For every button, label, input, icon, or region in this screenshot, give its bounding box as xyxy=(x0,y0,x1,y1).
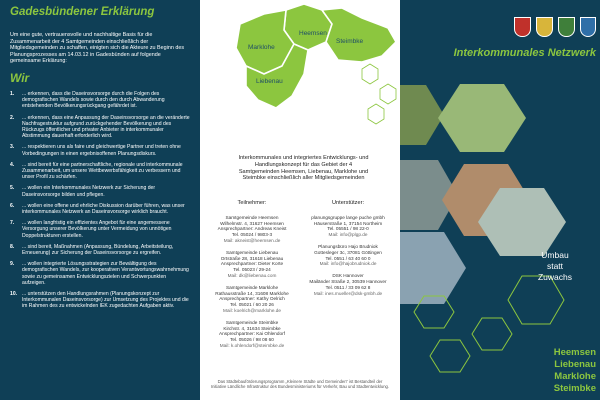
hexagon-icon xyxy=(508,276,564,324)
cover-panel xyxy=(400,0,600,400)
item-text: ... wollen ein Interkommunales Netzwerk zur Sicherung der Daseinsvorsorge bilden und pflegen. xyxy=(22,185,156,198)
participant-phone: Tel. 05024 / 9803-3 xyxy=(231,232,273,238)
participant-phone: Tel. 05026 / 98 08 60 xyxy=(230,337,274,343)
supporter-mail: Mail: info@plgp.de xyxy=(328,232,368,238)
declaration-list xyxy=(10,91,191,310)
supporter-entry xyxy=(302,244,394,267)
hexagon-icon xyxy=(430,340,470,372)
map-label-steimbke: Steimbke xyxy=(336,38,364,45)
item-text: ... sind bereit für eine partnerschaftliche, regionale und interkommunale Zusammenarbeit, um unsere Wettbewerbsfähigkeit zu verbessern und unser Profil zu schärfen. xyxy=(22,161,183,181)
town-list xyxy=(528,347,596,395)
participant-entry xyxy=(206,215,298,244)
participants-heading: Teilnehmer: xyxy=(237,200,267,206)
declaration-item xyxy=(10,91,191,110)
participant-contact: Ansprechpartner: Dieter Korte xyxy=(220,261,284,267)
hexagon-icon xyxy=(380,84,396,104)
region-map xyxy=(200,0,400,150)
wir-heading: Wir xyxy=(10,70,30,85)
map-area-steimbke xyxy=(322,8,396,62)
declaration-item xyxy=(10,261,191,286)
supporter-phone: Tel. 0551 / 63 40 60 0 xyxy=(325,255,371,261)
supporter-address: Häuserstraße 1, 37154 Northeim xyxy=(313,220,383,226)
participant-contact: Ansprechpartner: Kai Ohlendorf xyxy=(219,331,285,337)
declaration-item xyxy=(10,291,191,310)
supporter-phone: Tel. 05551 / 98 22-0 xyxy=(327,226,369,232)
participant-phone: Tel. 05021 / 60 20 26 xyxy=(230,302,274,308)
slogan-line: Zuwachs xyxy=(537,272,572,282)
network-title: Interkommunales Netzwerk xyxy=(453,47,596,59)
item-number: 6. xyxy=(10,202,15,209)
participant-entry xyxy=(206,285,298,314)
item-number: 3. xyxy=(10,144,15,151)
declaration-item xyxy=(10,244,191,256)
slogan-line: statt xyxy=(546,261,564,271)
item-number: 4. xyxy=(10,161,15,168)
declaration-panel xyxy=(0,0,200,400)
participant-phone: Tel. 05023 / 29-24 xyxy=(233,267,271,273)
supporter-name: planungsgruppe lange puche gmbh xyxy=(311,214,385,220)
item-text: ... unterstützen den Handlungsrahmen (Planungskonzept zur Interkommunalen Daseinsvorsorge) zur Umsetzung des Projektes und die im Rahmen des zu entwickelnden IEK zugedachten Aufgaben aktiv. xyxy=(22,291,189,310)
participant-contact: Ansprechpartner: Kathy Oelrich xyxy=(219,296,285,302)
hexagon-icon xyxy=(362,64,378,84)
item-number: 10. xyxy=(10,291,18,298)
participant-contact: Ansprechpartner: Andreas Kneist xyxy=(217,226,287,232)
item-number: 2. xyxy=(10,114,15,121)
supporter-phone: Tel. 0511 / 33 09 62 8 xyxy=(325,284,371,290)
hexagon-icon xyxy=(472,318,512,350)
item-text: ... wollen integrierte Lösungsstrategien zur Bewältigung des demografischen Wandels, zur kooperativen Verantwortungswahrnehmung sowie zu gemeinsamen Entwicklungszielen und Schwerpunkten aufzeigen. xyxy=(22,261,189,286)
slogan xyxy=(522,250,588,283)
participant-entry xyxy=(206,250,298,279)
item-text: ... wollen langfristig ein effizientes Angebot für eine angemessene Versorgung unserer Bevölkerung unter Vermeidung von unnötigen Doppelstrukturen erstellen. xyxy=(22,220,172,239)
declaration-item xyxy=(10,144,191,156)
supporters-column xyxy=(302,201,394,302)
map-label-marklohe: Marklohe xyxy=(248,44,275,51)
hexagon-icon xyxy=(400,232,466,304)
map-label-heemsen: Heemsen xyxy=(299,30,327,37)
concept-description: Interkommunales und integriertes Entwicklungs- und Handlungskonzept für das Gebiet der 4 Samtgemeinden Heemsen, Liebenau, Marklohe und Steimbke einschließlich aller Mitgliedsgemeinden xyxy=(238,155,369,182)
participant-name: Samtgemeinde Liebenau xyxy=(225,249,279,255)
declaration-item xyxy=(10,162,191,181)
item-number: 1. xyxy=(10,90,15,97)
declaration-item xyxy=(10,203,191,215)
participant-address: Ortstraße 28, 31618 Liebenau xyxy=(220,255,284,261)
town-name: Liebenau xyxy=(554,359,596,370)
participants-column xyxy=(206,201,298,355)
supporter-mail: Mail: info@hajobrudniok.de xyxy=(319,261,377,267)
item-text: ... respektieren uns als faire und gleichwertige Partner und treten ohne Vorbedingungen in einen ergebnisoffenen Planungsdiskurs. xyxy=(22,144,181,157)
declaration-item xyxy=(10,220,191,239)
item-text: ... wollen eine offene und ehrliche Diskussion darüber führen, was unser interkommunales Netzwerk an Daseinsvorsorge wirklich braucht. xyxy=(22,202,185,216)
item-text: ... sind bereit, Maßnahmen (Anpassung, Bündelung, Arbeitsteilung, Erneuerung) zur Sicherung der Daseinsvorsorge zu ergreifen. xyxy=(22,243,174,257)
participant-address: Kirchstr. 4, 31634 Steimbke xyxy=(223,325,281,331)
supporters-heading: Unterstützer: xyxy=(331,200,365,206)
participant-address: Wilhelmstr. 4, 31627 Heemsen xyxy=(220,220,284,226)
participant-name: Samtgemeinde Marklohe xyxy=(225,284,279,290)
town-name: Steimbke xyxy=(553,383,596,394)
town-name: Marklohe xyxy=(554,371,596,382)
participant-mail: Mail: dk@liebenau.com xyxy=(227,272,277,278)
item-number: 8. xyxy=(10,243,15,250)
declaration-intro: Um eine gute, vertrauensvolle und nachhaltige Basis für die Zusammenarbeit der 4 Samtgemeinden einschließlich der Mitgliedsgemeinden zu schaffen, einigten sich die Akteure zu Beginn des Planungsprozesses am 14.03.12 in Gadesbünden auf folgende gemeinsame Erklärung: xyxy=(10,32,185,65)
funding-footnote: Das Städtebauförderungsprogramm „Kleinere Städte und Gemeinden“ ist Bestandteil der Initiative Ländliche Infrastruktur des Bundesministeriums für Verkehr, Bau und Stadtentwicklung. xyxy=(210,379,390,390)
participant-mail: Mail: k.ohlendorf@steimbke.de xyxy=(219,342,285,348)
participant-mail: Mail: akneist@heemsen.de xyxy=(223,237,281,243)
participant-name: Samtgemeinde Heemsen xyxy=(225,214,279,220)
participant-entry xyxy=(206,320,298,349)
slogan-line: Umbau xyxy=(541,250,569,260)
contact-panel xyxy=(200,0,400,400)
map-label-liebenau: Liebenau xyxy=(256,78,283,85)
town-name: Heemsen xyxy=(553,347,596,358)
declaration-title: Gadesbündener Erklärung xyxy=(10,6,155,18)
photo-collage xyxy=(400,0,600,400)
item-number: 5. xyxy=(10,185,15,192)
supporter-address: Mailänder Straße 2, 30539 Hannover xyxy=(309,278,387,284)
item-text: ... erkennen, dass die Daseinsvorsorge durch die Folgen des demografischen Wandels sowie durch den durch Abwanderung entstehenden Bevölkerungsrückgang gefährdet ist. xyxy=(22,90,165,110)
supporter-address: Gottesleger 3c, 37081 Göttingen xyxy=(314,249,382,255)
item-number: 9. xyxy=(10,261,15,268)
supporter-name: DSK Hannover xyxy=(332,273,364,279)
participant-address: Rathausstraße 14, 31608 Marklohe xyxy=(215,290,289,296)
supporter-name: Planungsbüro Hajo Brudniok xyxy=(318,243,378,249)
participant-name: Samtgemeinde Steimbke xyxy=(225,319,279,325)
declaration-item xyxy=(10,185,191,197)
hexagon-icon xyxy=(400,85,444,145)
supporter-entry xyxy=(302,273,394,296)
participant-mail: Mail: koelrich@marklohe.de xyxy=(223,307,281,313)
hexagon-icon xyxy=(438,84,526,152)
supporter-mail: Mail: ines.mueller@dsk-gmbh.de xyxy=(313,290,383,296)
item-number: 7. xyxy=(10,220,15,227)
hexagon-icon xyxy=(368,104,384,124)
declaration-item xyxy=(10,115,191,140)
supporter-entry xyxy=(302,215,394,238)
item-text: ... erkennen, dass eine Anpassung der Daseinsvorsorge an die veränderte Nachfragestruktur aufgrund zurückgehender Bevölkerung und des Rückzugs öffentlicher und privater Anbieter in interkommunaler Abstimmung dauerhaft erforderlich wird. xyxy=(22,114,190,140)
